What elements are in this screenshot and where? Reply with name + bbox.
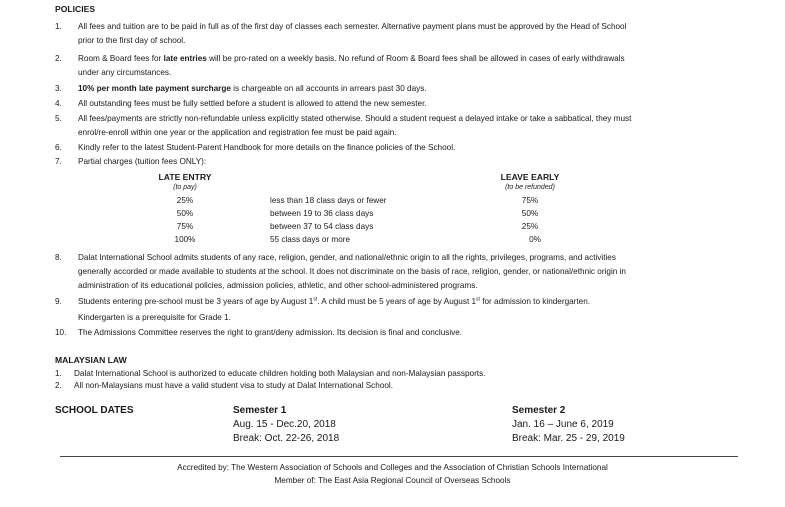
semester-2-break: Break: Mar. 25 - 29, 2019 [512,433,625,444]
leave-early-heading: LEAVE EARLY [500,172,560,182]
policy-4-line: All outstanding fees must be fully settled before a student is allowed to attend the new semester. [78,99,427,108]
policy-5-line-2: enrol/re-enroll within one year or the application and registration fee must be paid again. [78,128,397,137]
policy-8-line-2: generally accorded or made available to students at the school. It does not discriminate on the basis of race, religion, gender, or national/ethnic origin in [78,267,626,276]
policy-2-text-a: Room & Board fees for [78,54,164,63]
early-value: 50% [521,209,539,218]
late-entry-sub: (to pay) [173,184,197,191]
item-number: 8. [55,253,62,262]
item-number: 9. [55,297,62,306]
ordinal-suffix: st [313,296,318,303]
semester-2-dates: Jan. 16 – June 6, 2019 [512,419,614,430]
semester-1-break: Break: Oct. 22-26, 2018 [233,433,340,444]
ordinal-suffix: st [476,296,480,303]
policy-7-line: Partial charges (tuition fees ONLY): [78,157,207,166]
malaysian-law-heading: MALAYSIAN LAW [55,355,127,365]
item-number: 1. [55,369,62,378]
law-item-2: All non-Malaysians must have a valid student visa to study at Dalat International School. [74,381,394,390]
accreditation-line: Accredited by: The Western Association of Schools and Colleges and the Association of Christian Schools International [177,463,608,472]
policy-1-line-1: All fees and tuition are to be paid in full as of the first day of classes each semester. Alternative payment plans must be approved by the Head of School [78,22,627,31]
semester-1-title: Semester 1 [233,405,287,416]
policy-3-rest: is chargeable on all accounts in arrears past 30 days. [230,84,427,93]
item-number: 5. [55,114,62,123]
policy-2-text-c: will be pro-rated on a weekly basis. No refund of Room & Board fees shall be allowed in cases of early withdrawals [206,54,625,63]
policy-8-line-3: administration of its educational policies, admission policies, athletic, and other school-administered programs. [78,281,478,290]
policy-2-line-1 [78,54,625,64]
days-range: less than 18 class days or fewer [270,196,387,205]
policy-9-line-2: Kindergarten is a prerequisite for Grade 1. [78,313,231,322]
policy-3-line [78,84,427,94]
item-number: 2. [55,381,62,390]
early-value: 0% [529,235,541,244]
policy-3-bold: 10% per month late payment surcharge [78,84,231,93]
policy-5-line-1: All fees/payments are strictly non-refundable unless explicitly stated otherwise. Should a student request a delayed intake or take a sabbatical, they must [78,114,632,123]
semester-1-dates: Aug. 15 - Dec.20, 2018 [233,419,336,430]
law-item-1: Dalat International School is authorized to educate children holding both Malaysian and non-Malaysian passports. [74,369,486,378]
late-entry-heading: LATE ENTRY [158,172,212,182]
early-value: 75% [521,196,539,205]
policy-2-line-2: under any circumstances. [78,68,172,77]
late-value: 25% [176,196,194,205]
item-number: 3. [55,84,62,93]
school-dates-heading: SCHOOL DATES [55,405,134,416]
days-range: between 19 to 36 class days [270,209,374,218]
policy-2-bold: late entries [163,54,207,63]
late-value: 50% [176,209,194,218]
item-number: 4. [55,99,62,108]
policies-heading: POLICIES [55,4,96,14]
item-number: 6. [55,143,62,152]
early-value: 25% [521,222,539,231]
late-value: 100% [174,235,196,244]
policy-10-line: The Admissions Committee reserves the right to grant/deny admission. Its decision is final and conclusive. [78,328,463,337]
item-number: 2. [55,54,62,63]
footer-divider [60,456,738,457]
membership-line: Member of: The East Asia Regional Council of Overseas Schools [274,476,511,485]
semester-2-title: Semester 2 [512,405,566,416]
policy-9-text-b: . A child must be 5 years of age by August 1 [317,297,477,306]
item-number: 10. [55,328,67,337]
policy-9-line-1 [78,297,590,307]
item-number: 7. [55,157,62,166]
late-value: 75% [176,222,194,231]
item-number: 1. [55,22,62,31]
days-range: 55 class days or more [270,235,351,244]
leave-early-sub: (to be refunded) [505,184,555,191]
policy-9-text-a: Students entering pre-school must be 3 years of age by August 1 [78,297,314,306]
policy-9-text-c: for admission to kindergarten. [479,297,591,306]
policy-1-line-2: prior to the first day of school. [78,36,186,45]
days-range: between 37 to 54 class days [270,222,374,231]
policy-6-line: Kindly refer to the latest Student-Parent Handbook for more details on the finance policies of the School. [78,143,456,152]
policy-8-line-1: Dalat International School admits students of any race, religion, gender, and national/ethnic origin to all the rights, privileges, programs, and activities [78,253,616,262]
